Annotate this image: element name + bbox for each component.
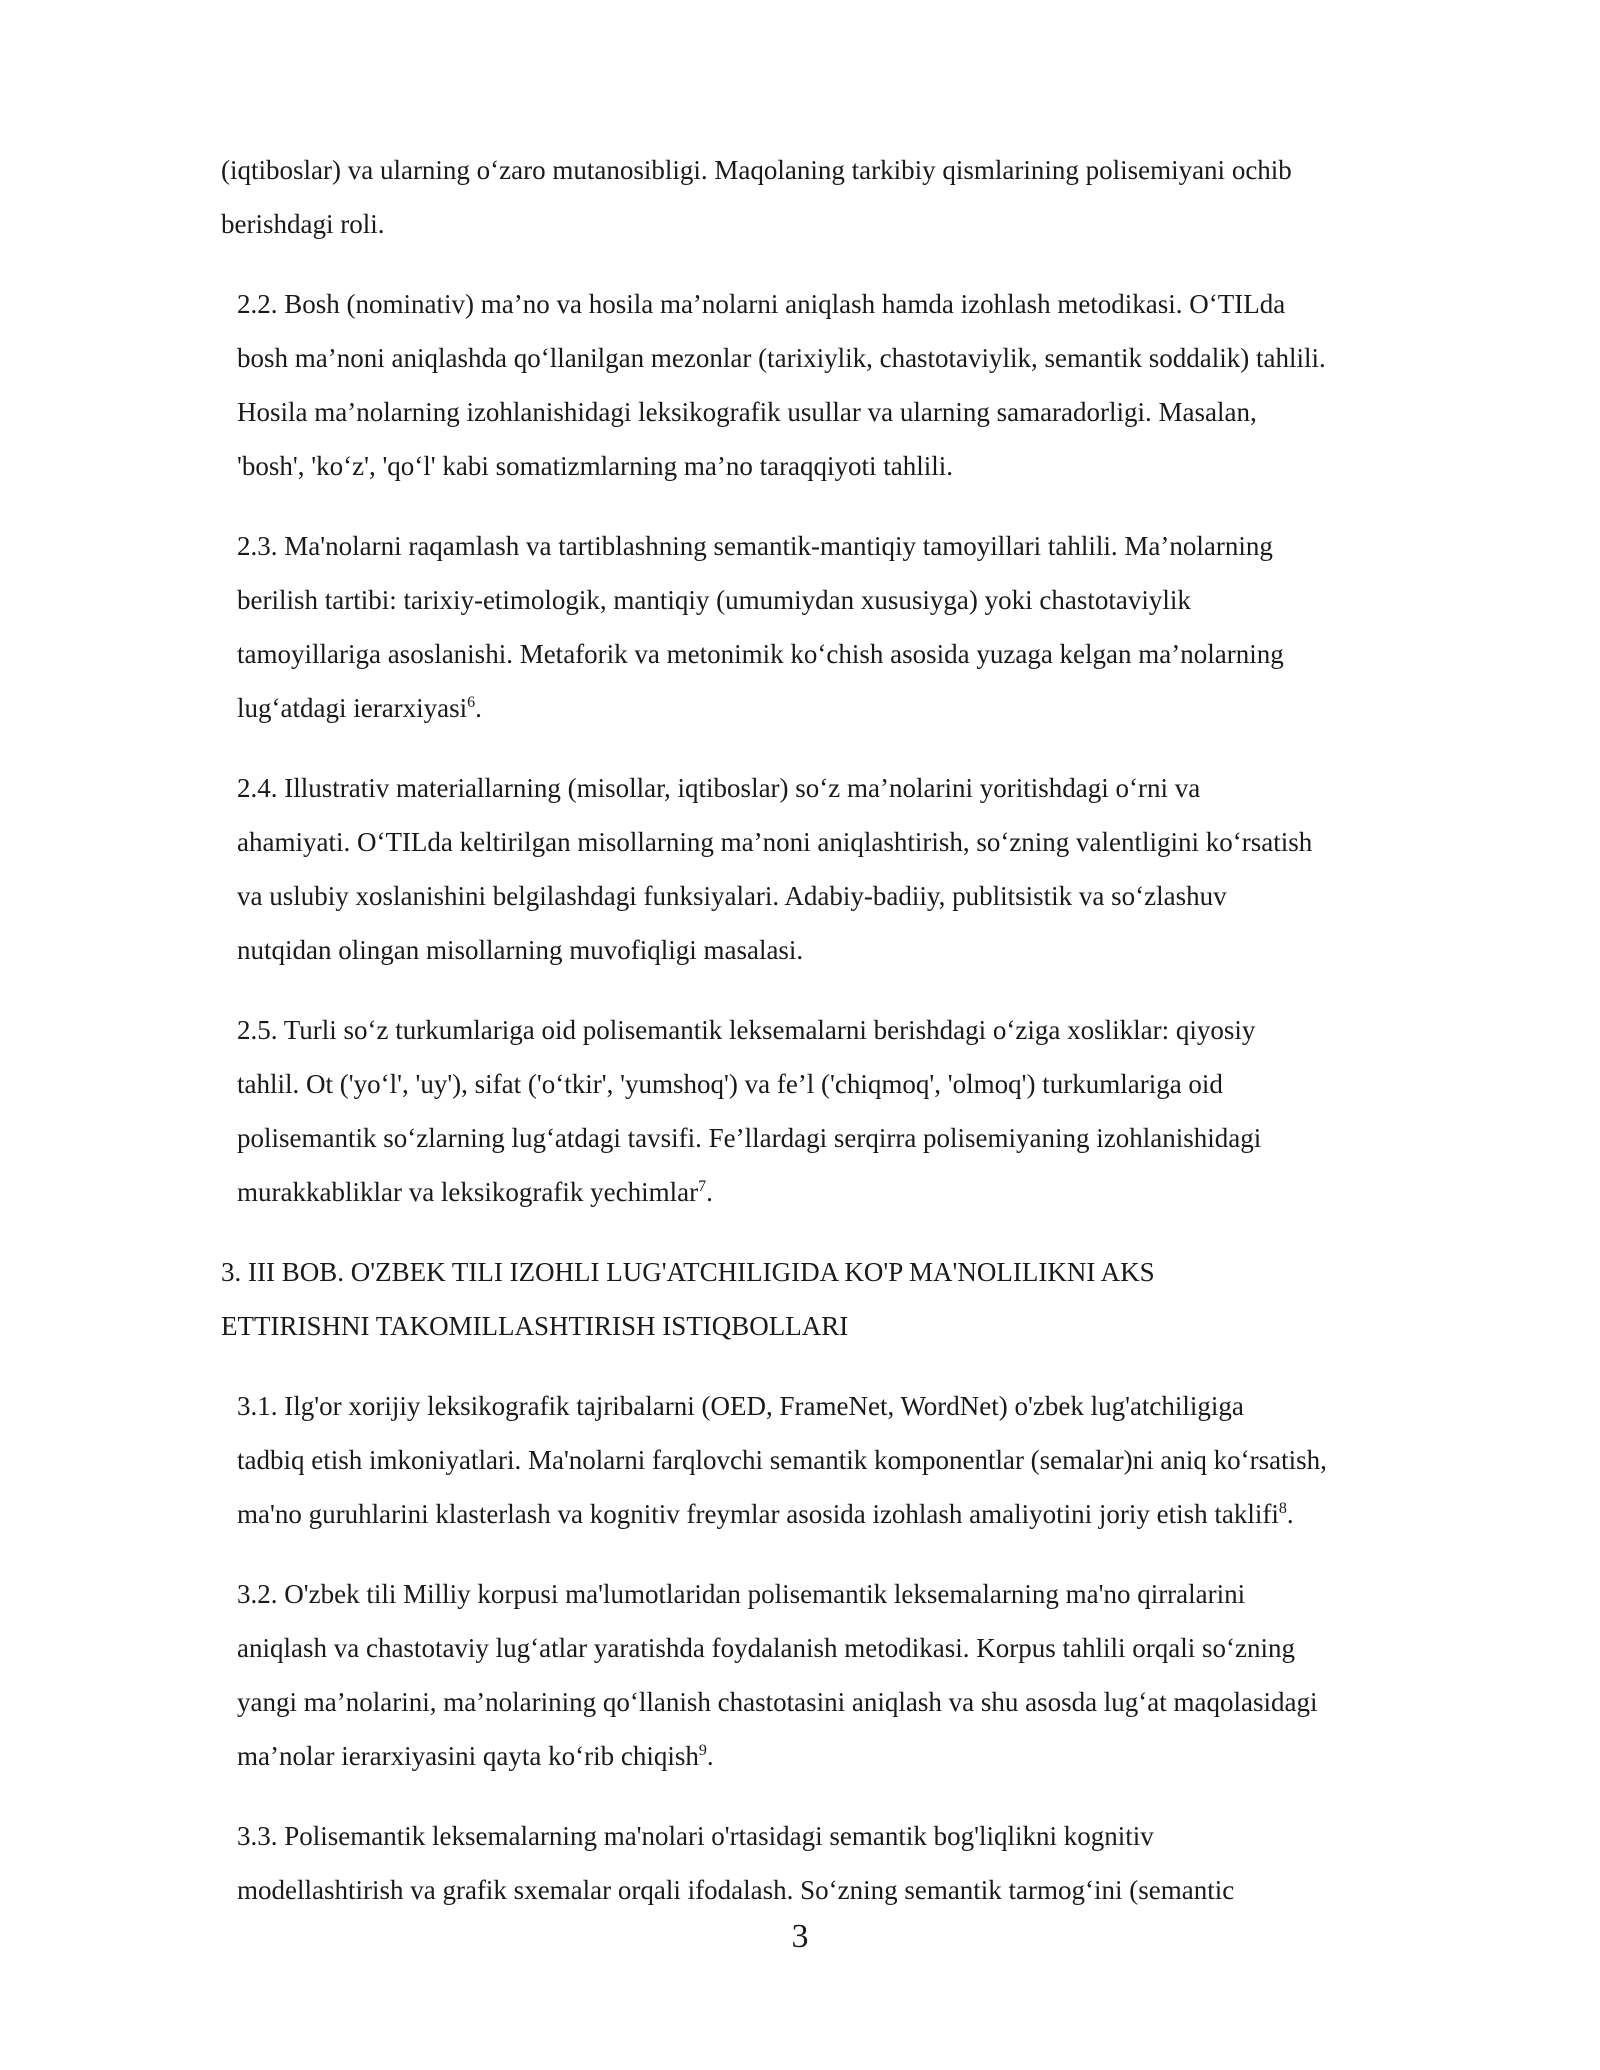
line-punctuation: . [1286,1499,1294,1529]
text-line [221,1809,1511,1863]
line-text: 3.3. Polisemantik leksemalarning ma'nolari o'rtasidagi semantik bog'liqlikni kognitiv [237,1821,1154,1851]
paragraph [221,1567,1511,1783]
text-line [221,331,1511,385]
line-punctuation: . [706,1177,713,1207]
footnote-marker[interactable]: 8 [1278,1500,1287,1517]
footnote-marker[interactable]: 7 [698,1178,707,1195]
footnote-marker[interactable]: 9 [698,1742,707,1759]
paragraph [221,519,1511,735]
line-text: Hosila ma’nolarning izohlanishidagi leksikografik usullar va ularning samaradorligi. Masalan, [237,397,1257,427]
line-text: nutqidan olingan misollarning muvofiqligi masalasi. [237,935,804,965]
chapter-heading [221,1245,1511,1353]
text-line [221,1567,1511,1621]
text-line [221,1487,1511,1541]
text-line [221,1863,1511,1917]
text-line [221,573,1511,627]
text-line [221,439,1511,493]
text-line [221,1433,1511,1487]
text-line [221,519,1511,573]
footnote-marker[interactable]: 6 [467,694,476,711]
paragraph [221,143,1511,251]
line-text: modellashtirish va grafik sxemalar orqali ifodalash. So‘zning semantik tarmog‘ini (semantic [237,1875,1235,1905]
text-line [221,923,1511,977]
line-text: ma’nolar ierarxiyasini qayta ko‘rib chiqish [237,1741,699,1771]
line-text: murakkabliklar va leksikografik yechimlar [237,1177,699,1207]
paragraph [221,1003,1511,1219]
text-line [221,277,1511,331]
paragraph [221,761,1511,977]
text-line [221,1729,1511,1783]
line-text: tahlil. Ot ('yo‘l', 'uy'), sifat ('o‘tkir', 'yumshoq') va fe’l ('chiqmoq', 'olmoq') turkumlariga oid [237,1069,1223,1099]
paragraph [221,1379,1511,1541]
line-text: tadbiq etish imkoniyatlari. Ma'nolarni farqlovchi semantik komponentlar (semalar)ni aniq ko‘rsatish, [237,1445,1327,1475]
text-line [221,1245,1511,1299]
line-text: ahamiyati. O‘TILda keltirilgan misollarning ma’noni aniqlashtirish, so‘zning valentligini ko‘rsatish [237,827,1313,857]
text-line [221,1003,1511,1057]
line-text: berilish tartibi: tarixiy-etimologik, mantiqiy (umumiydan xususiyga) yoki chastotaviylik [237,585,1191,615]
text-line [221,143,1511,197]
line-text: ETTIRISHNI TAKOMILLASHTIRISH ISTIQBOLLARI [221,1311,849,1341]
text-line [221,1299,1511,1353]
text-line [221,1111,1511,1165]
line-text: polisemantik so‘zlarning lug‘atdagi tavsifi. Fe’llardagi serqirra polisemiyaning izohlanishidagi [237,1123,1262,1153]
line-punctuation: . [706,1741,714,1771]
line-text: ma'no guruhlarini klasterlash va kognitiv freymlar asosida izohlash amaliyotini joriy etish taklifi [237,1499,1279,1529]
line-text: yangi ma’nolarini, ma’nolarining qo‘llanish chastotasini aniqlash va shu asosda lug‘at maqolasidagi [237,1687,1318,1717]
text-line [221,1057,1511,1111]
text-line [221,869,1511,923]
line-text: 'bosh', 'ko‘z', 'qo‘l' kabi somatizmlarning ma’no taraqqiyoti tahlili. [237,451,954,481]
text-line [221,815,1511,869]
line-text: 3.1. Ilg'or xorijiy leksikografik tajribalarni (OED, FrameNet, WordNet) o'zbek lug'atchiligiga [237,1391,1244,1421]
line-text: lug‘atdagi ierarxiyasi [237,693,468,723]
paragraph [221,1809,1511,1917]
line-text: 3. III BOB. O'ZBEK TILI IZOHLI LUG'ATCHILIGIDA KO'P MA'NOLILIKNI AKS [221,1257,1155,1287]
line-text: (iqtiboslar) va ularning o‘zaro mutanosibligi. Maqolaning tarkibiy qismlarining polisemiyani ochib [221,155,1292,185]
paragraph [221,277,1511,493]
text-line [221,1621,1511,1675]
line-text: tamoyillariga asoslanishi. Metaforik va metonimik ko‘chish asosida yuzaga kelgan ma’nolarning [237,639,1284,669]
text-line [221,681,1511,735]
line-text: berishdagi roli. [221,209,385,239]
text-line [221,761,1511,815]
page-body [221,143,1511,1943]
text-line [221,1379,1511,1433]
line-text: 2.5. Turli so‘z turkumlariga oid polisemantik leksemalarni berishdagi o‘ziga xosliklar: qiyosiy [237,1015,1256,1045]
line-text: aniqlash va chastotaviy lug‘atlar yaratishda foydalanish metodikasi. Korpus tahlili orqali so‘zning [237,1633,1295,1663]
line-text: va uslubiy xoslanishini belgilashdagi funksiyalari. Adabiy-badiiy, publitsistik va so‘zlashuv [237,881,1227,911]
line-punctuation: . [475,693,482,723]
line-text: 3.2. O'zbek tili Milliy korpusi ma'lumotlaridan polisemantik leksemalarning ma'no qirralarini [237,1579,1246,1609]
text-line [221,627,1511,681]
line-text: bosh ma’noni aniqlashda qo‘llanilgan mezonlar (tarixiylik, chastotaviylik, semantik soddalik) tahlili. [237,343,1326,373]
line-text: 2.2. Bosh (nominativ) ma’no va hosila ma’nolarni aniqlash hamda izohlash metodikasi. O‘TILda [237,289,1286,319]
text-line [221,1675,1511,1729]
line-text: 2.3. Ma'nolarni raqamlash va tartiblashning semantik-mantiqiy tamoyillari tahlili. Ma’nolarning [237,531,1273,561]
text-line [221,1165,1511,1219]
page-number: 3 [791,1918,809,1955]
line-text: 2.4. Illustrativ materiallarning (misollar, iqtiboslar) so‘z ma’nolarini yoritishdagi o‘rni va [237,773,1201,803]
text-line [221,385,1511,439]
text-line [221,197,1511,251]
